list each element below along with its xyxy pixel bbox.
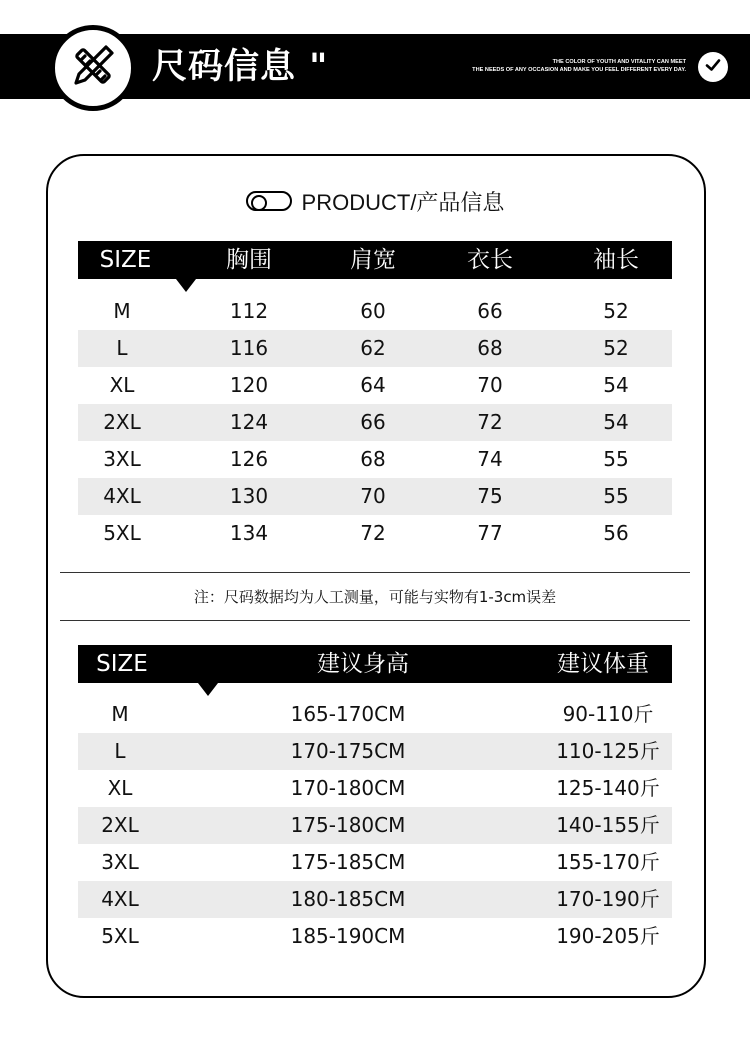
cell-sleeve: 52 bbox=[603, 336, 629, 360]
table-row bbox=[78, 733, 672, 770]
checkmark-badge bbox=[698, 52, 728, 82]
cell-sleeve: 52 bbox=[603, 299, 629, 323]
header-size: SIZE bbox=[99, 247, 152, 273]
header-height: 建议身高 bbox=[317, 651, 409, 677]
cell-shoulder: 64 bbox=[360, 373, 386, 397]
cell-chest: 112 bbox=[229, 299, 269, 323]
cell-size: XL bbox=[109, 373, 135, 397]
header-pointer bbox=[176, 279, 196, 292]
cell-size: 5XL bbox=[101, 924, 139, 948]
cell-weight: 140-155斤 bbox=[556, 813, 660, 837]
measurement-note: 注：尺码数据均为人工测量，可能与实物有1-3cm误差 bbox=[193, 588, 557, 606]
header-pointer bbox=[198, 683, 218, 696]
cell-height: 180-185CM bbox=[290, 887, 406, 911]
cell-length: 75 bbox=[477, 484, 503, 508]
cell-length: 66 bbox=[477, 299, 503, 323]
cell-shoulder: 60 bbox=[360, 299, 386, 323]
cell-size: 3XL bbox=[103, 447, 141, 471]
size-table-header bbox=[78, 241, 672, 279]
product-heading-text: PRODUCT/产品信息 bbox=[301, 189, 505, 215]
divider-top bbox=[60, 572, 690, 573]
logo-badge bbox=[50, 25, 136, 111]
tagline-line-2: THE NEEDS OF ANY OCCASION AND MAKE YOU FEEL DIFFERENT EVERY DAY. bbox=[472, 67, 686, 73]
table-row bbox=[78, 478, 672, 515]
product-heading bbox=[0, 186, 750, 216]
table-row bbox=[78, 696, 672, 733]
table-row bbox=[78, 404, 672, 441]
checkmark-icon bbox=[704, 56, 722, 78]
cell-length: 77 bbox=[477, 521, 503, 545]
cell-size: L bbox=[116, 336, 128, 360]
tagline-line-1: THE COLOR OF YOUTH AND VITALITY CAN MEET bbox=[552, 59, 686, 65]
cell-shoulder: 68 bbox=[360, 447, 386, 471]
cell-length: 68 bbox=[477, 336, 503, 360]
cell-chest: 126 bbox=[229, 447, 269, 471]
cell-weight: 190-205斤 bbox=[556, 924, 660, 948]
cell-chest: 134 bbox=[229, 521, 269, 545]
cell-sleeve: 56 bbox=[603, 521, 629, 545]
cell-weight: 90-110斤 bbox=[562, 702, 654, 726]
cell-size: 2XL bbox=[103, 410, 141, 434]
cell-shoulder: 66 bbox=[360, 410, 386, 434]
cell-chest: 124 bbox=[229, 410, 269, 434]
cell-size: 4XL bbox=[103, 484, 141, 508]
cell-sleeve: 54 bbox=[603, 373, 629, 397]
cell-length: 74 bbox=[477, 447, 503, 471]
cell-height: 175-180CM bbox=[290, 813, 406, 837]
cell-sleeve: 55 bbox=[603, 447, 629, 471]
recommend-table-header bbox=[78, 645, 672, 683]
table-row bbox=[78, 770, 672, 807]
divider-bottom bbox=[60, 620, 690, 621]
page-title: 尺码信息 " bbox=[152, 47, 329, 87]
table-row bbox=[78, 330, 672, 367]
cell-sleeve: 55 bbox=[603, 484, 629, 508]
cell-length: 72 bbox=[477, 410, 503, 434]
cell-size: 4XL bbox=[101, 887, 139, 911]
cell-shoulder: 72 bbox=[360, 521, 386, 545]
table-row bbox=[78, 515, 672, 552]
cell-weight: 155-170斤 bbox=[556, 850, 660, 874]
table-row bbox=[78, 293, 672, 330]
table-row bbox=[78, 807, 672, 844]
cell-size: M bbox=[111, 702, 129, 726]
cell-size: 5XL bbox=[103, 521, 141, 545]
cell-height: 170-180CM bbox=[290, 776, 406, 800]
table-row bbox=[78, 844, 672, 881]
tagline bbox=[472, 58, 686, 74]
header-chest: 胸围 bbox=[226, 247, 272, 273]
cell-length: 70 bbox=[477, 373, 503, 397]
cell-weight: 170-190斤 bbox=[556, 887, 660, 911]
cell-chest: 130 bbox=[229, 484, 269, 508]
header-size: SIZE bbox=[96, 651, 148, 677]
header-length: 衣长 bbox=[467, 247, 513, 273]
cell-weight: 110-125斤 bbox=[556, 739, 660, 763]
cell-sleeve: 54 bbox=[603, 410, 629, 434]
cell-chest: 116 bbox=[229, 336, 269, 360]
table-row bbox=[78, 441, 672, 478]
table-row bbox=[78, 918, 672, 955]
header-shoulder: 肩宽 bbox=[350, 247, 396, 273]
cell-height: 170-175CM bbox=[290, 739, 406, 763]
table-row bbox=[78, 881, 672, 918]
cell-shoulder: 70 bbox=[360, 484, 386, 508]
cell-height: 165-170CM bbox=[290, 702, 406, 726]
cell-size: M bbox=[113, 299, 131, 323]
pencil-ruler-icon bbox=[69, 42, 117, 94]
cell-size: L bbox=[114, 739, 126, 763]
cell-size: 2XL bbox=[101, 813, 139, 837]
cell-height: 175-185CM bbox=[290, 850, 406, 874]
cell-chest: 120 bbox=[229, 373, 269, 397]
toggle-icon bbox=[246, 191, 292, 211]
header-sleeve: 袖长 bbox=[593, 247, 639, 273]
cell-weight: 125-140斤 bbox=[556, 776, 660, 800]
cell-shoulder: 62 bbox=[360, 336, 386, 360]
table-row bbox=[78, 367, 672, 404]
cell-height: 185-190CM bbox=[290, 924, 406, 948]
header-weight: 建议体重 bbox=[557, 651, 649, 677]
cell-size: 3XL bbox=[101, 850, 139, 874]
cell-size: XL bbox=[107, 776, 133, 800]
